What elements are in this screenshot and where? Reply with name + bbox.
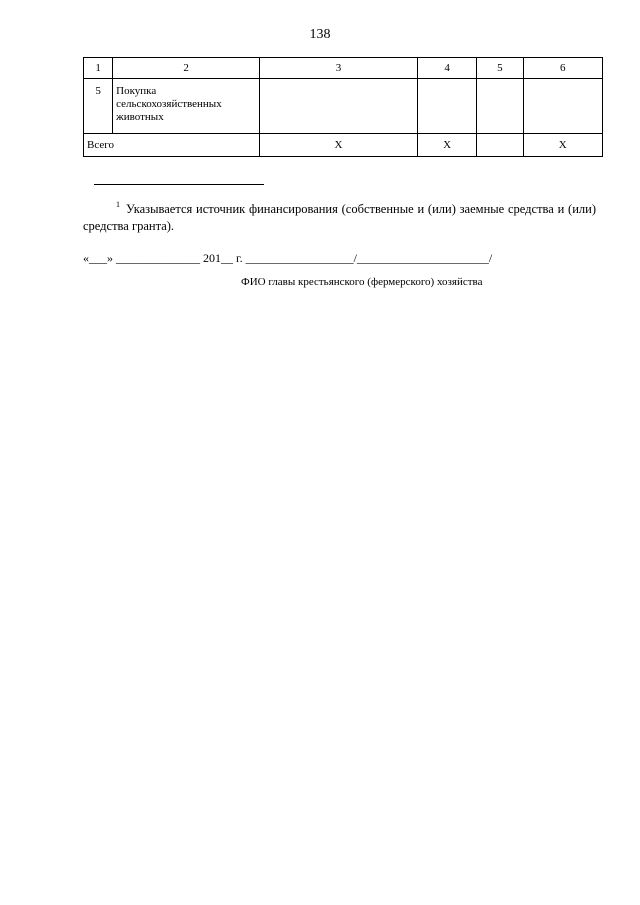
- page-number: 138: [309, 27, 331, 42]
- total-cell-6: X: [523, 134, 603, 157]
- row-cell-3: [260, 79, 418, 134]
- footnote-text: Указывается источник финансирования (собственные и (или) заемные средства и (или) средства гранта).: [83, 202, 596, 233]
- header-cell-4: 4: [417, 58, 476, 79]
- header-cell-5: 5: [477, 58, 523, 79]
- row-cell-4: [417, 79, 476, 134]
- table-header-row: [84, 58, 603, 79]
- row-cell-6: [523, 79, 603, 134]
- table-row: [84, 79, 603, 134]
- signature-caption: ФИО главы крестьянского (фермерского) хозяйства: [241, 276, 483, 288]
- total-row: [84, 134, 603, 157]
- header-cell-3: 3: [260, 58, 418, 79]
- total-cell-3: X: [260, 134, 418, 157]
- header-cell-2: 2: [113, 58, 260, 79]
- total-cell-5: [477, 134, 523, 157]
- budget-table: [83, 57, 603, 157]
- header-cell-6: 6: [523, 58, 603, 79]
- footnote: [83, 196, 596, 235]
- total-label: Всего: [84, 134, 260, 157]
- row-cell-5: [477, 79, 523, 134]
- signature-date-line: «___» ______________ 201__ г. __________________/______________________/: [83, 251, 493, 265]
- row-number: 5: [84, 79, 113, 134]
- header-cell-1: 1: [84, 58, 113, 79]
- row-name: Покупка сельскохозяйственных животных: [113, 79, 260, 134]
- footnote-marker: 1: [116, 200, 120, 209]
- total-cell-4: X: [417, 134, 476, 157]
- footnote-divider: [94, 184, 264, 185]
